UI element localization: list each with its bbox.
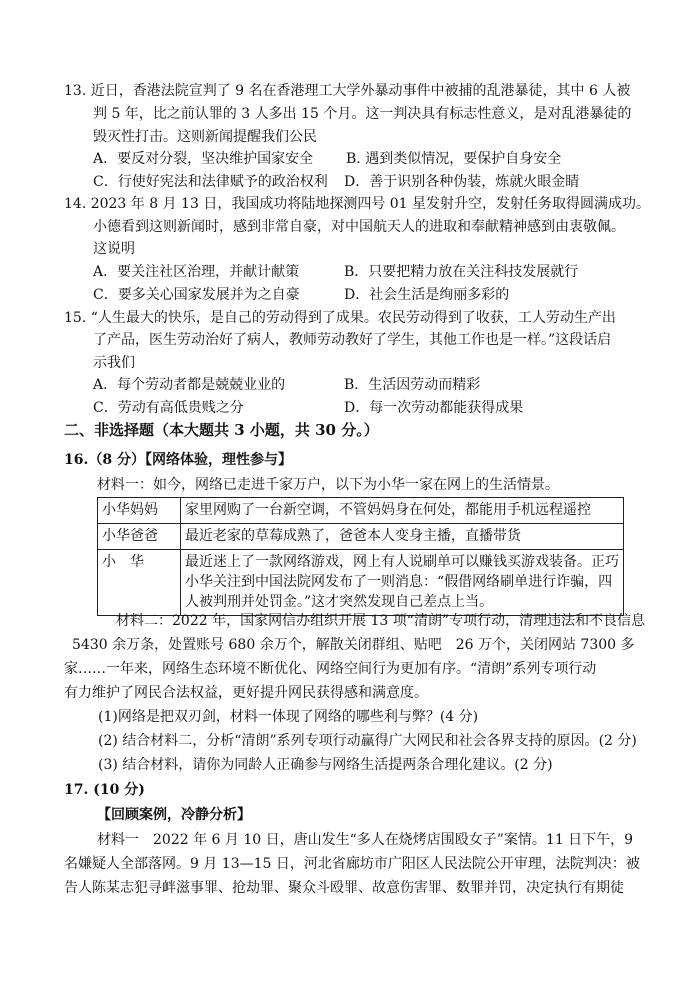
q14-stem-line-2: 小德看到这则新闻时，感到非常自豪，对中国航天人的进取和奉献精神感到由衷敬佩。	[93, 219, 625, 235]
q14-option-a: A．要关注社区治理，并献计献策	[93, 264, 300, 280]
q14-stem-line-1: 14. 2023 年 8 月 13 日，我国成功将陆地探测四号 01 星发射升空，发射任务取得圆满成功。	[64, 196, 651, 212]
q16-subquestion-3: (3) 结合材料，请你为同龄人正确参与网络生活提两条合理化建议。(2 分)	[98, 757, 553, 773]
table-cell-scene	[181, 524, 624, 550]
table-cell-text: 最近迷上了一款网络游戏，网上有人说刷单可以赚钱买游戏装备。正巧	[185, 554, 619, 570]
q17-material-1-line-1: 材料一 2022 年 6 月 10 日，唐山发生“多人在烧烤店围殴女子”案情。11 日下午，9	[97, 832, 634, 848]
q14-option-b: B．只要把精力放在关注科技发展就行	[344, 264, 579, 280]
q13-stem-line-2: 判 5 年，比之前认罪的 3 人多出 15 个月。这一判决具有标志性意义，是对乱港暴徒的	[93, 106, 632, 122]
q17-subheading: 【回顾案例，冷静分析】	[97, 807, 251, 823]
table-row	[98, 550, 624, 616]
table-cell-scene	[181, 498, 624, 524]
table-row	[98, 498, 624, 524]
q14-stem-line-3: 这说明	[93, 241, 135, 257]
table-cell-text: 最近老家的草莓成熟了，爸爸本人变身主播，直播带货	[185, 528, 521, 544]
q13-stem-line-1: 13. 近日，香港法院宣判了 9 名在香港理工大学外暴动事件中被捕的乱港暴徒，其中 6 人被	[64, 83, 631, 99]
q13-option-b: B. 遇到类似情况，要保护自身安全	[346, 151, 562, 167]
q15-option-d: D．每一次劳动都能获得成果	[344, 400, 524, 416]
table-row	[98, 524, 624, 550]
q16-subquestion-1: (1)网络是把双刃剑，材料一体现了网络的哪些利与弊？(4 分)	[98, 709, 479, 725]
q16-material-table	[97, 497, 624, 616]
q16-subquestion-2: (2) 结合材料二，分析“清朗”系列专项行动赢得广大网民和社会各界支持的原因。(2 分)	[98, 733, 637, 749]
q17-material-1-line-3: 告人陈某志犯寻衅滋事罪、抢劫罪、聚众斗殴罪、故意伤害罪、数罪并罚，决定执行有期徒	[64, 880, 624, 896]
table-cell-person: 小华爸爸	[98, 524, 181, 550]
q17-material-1-line-2: 名嫌疑人全部落网。9 月 13—15 日，河北省廊坊市广阳区人民法院公开审理，法院判决：被	[64, 856, 640, 872]
table-cell-person: 小华妈妈	[98, 498, 181, 524]
table-cell-scene	[181, 550, 624, 616]
q15-option-c: C．劳动有高低贵贱之分	[93, 400, 244, 416]
q16-heading: 16.（8 分）【网络体验，理性参与】	[64, 452, 292, 468]
q16-material-2-line-1: 材料二：2022 年，国家网信办组织开展 13 项“清朗”专项行动，清理违法和不良信息	[116, 613, 646, 629]
q16-material-2-line-2: 5430 余万条，处置账号 680 余万个，解散关闭群组、贴吧 26 万个，关闭网站 7300 多	[72, 637, 635, 653]
q13-option-a: A．要反对分裂，坚决维护国家安全	[93, 151, 314, 167]
q16-material-2-line-3: 家……一年来，网络生态环境不断优化、网络空间行为更加有序。“清朗”系列专项行动	[64, 661, 597, 677]
q15-stem-line-2: 了产品，医生劳动治好了病人，教师劳动教好了学生，其他工作也是一样。”这段话启	[93, 332, 612, 348]
q14-option-d: D．社会生活是绚丽多彩的	[344, 287, 510, 303]
q15-stem-line-1: 15. “人生最大的快乐，是自己的劳动得到了成果。农民劳动得到了收获，工人劳动生产出	[64, 310, 616, 326]
q15-option-b: B．生活因劳动而精彩	[344, 377, 481, 393]
table-cell-person: 小 华	[98, 550, 181, 616]
q14-option-c: C．要多关心国家发展并为之自豪	[93, 287, 300, 303]
q13-option-d: D．善于识别各种伪装，炼就火眼金睛	[344, 174, 580, 190]
q17-heading: 17. (10 分)	[64, 782, 145, 798]
section-heading: 二、非选择题（本大题共 3 小题，共 30 分。）	[64, 421, 379, 439]
q15-stem-line-3: 示我们	[93, 355, 135, 371]
table-cell-text: 人被判刑并处罚金。”这才突然发现自己差点上当。	[185, 594, 494, 610]
table-cell-text: 小华关注到中国法院网发布了一则消息：“假借网络刷单进行诈骗，四	[185, 574, 613, 590]
q13-option-c: C．行使好宪法和法律赋予的政治权利	[93, 174, 328, 190]
q16-material-2-line-4: 有力维护了网民合法权益，更好提升网民获得感和满意度。	[64, 685, 428, 701]
q15-option-a: A．每个劳动者都是兢兢业业的	[93, 377, 286, 393]
q13-stem-line-3: 毁灭性打击。这则新闻提醒我们公民	[93, 129, 317, 145]
table-cell-text: 家里网购了一台新空调，不管妈妈身在何处，都能用手机远程遥控	[185, 502, 591, 518]
q16-material-1-intro: 材料一：如今，网络已走进千家万户，以下为小华一家在网上的生活情景。	[97, 477, 559, 493]
